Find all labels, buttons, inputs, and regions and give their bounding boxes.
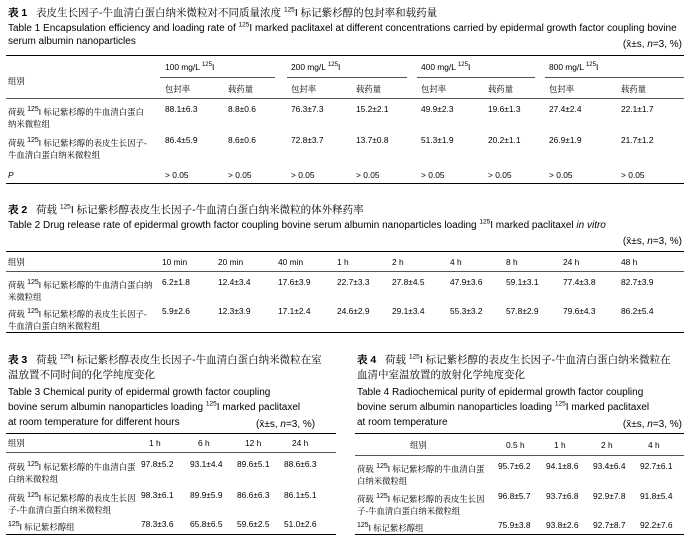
table2-cell: 17.1±2.4 (278, 306, 311, 316)
table2-row-group: 荷载 $^{125}$I 标记紫杉醇的表皮生长因子-牛血清白蛋白纳米微粒组 (8, 308, 147, 331)
table3-row-group: 荷载 $^{125}$I 标记紫杉醇的表皮生长因子-牛血清白蛋白纳米微粒组 (8, 492, 136, 515)
table3-row-group: 荷载 $^{125}$I 标记紫杉醇的牛血清白蛋白纳米微粒组 (8, 461, 136, 484)
table4-cell: 92.2±7.6 (640, 520, 673, 530)
table1-bottom-rule (6, 183, 684, 184)
table3-cell: 59.6±2.5 (237, 519, 270, 529)
table1-group-header: 组别 (8, 76, 25, 86)
table1-colgroup-2: 200 mg/L $^{125}$I (291, 62, 341, 72)
table1-subheader: 包封率 (421, 84, 447, 94)
table3-cell: 97.8±5.2 (141, 459, 174, 469)
table1-cell: 76.3±7.3 (291, 104, 324, 114)
table4-header-rule (355, 455, 684, 456)
table2-time-header: 1 h (337, 257, 349, 267)
table1-p-label: P (8, 170, 14, 180)
table3-cell: 89.9±5.9 (190, 490, 223, 500)
table3-title-zh-line2: 温放置不同时间的化学纯度变化 (8, 369, 155, 381)
table2-title-en: Table 2 Drug release rate of epidermal growth factor coupling bovine serum albumin nanoparticles loading $^{125}$I marked paclitaxel in vitro (8, 218, 606, 231)
table1-cell: 88.1±6.3 (165, 104, 198, 114)
table4-cell: 92.9±7.8 (593, 491, 626, 501)
table1-subheader: 包封率 (549, 84, 575, 94)
table2-time-header: 10 min (162, 257, 188, 267)
table4-cell: 75.9±3.8 (498, 520, 531, 530)
table4-cell: 93.7±6.8 (546, 491, 579, 501)
table1-cell: 26.9±1.9 (549, 135, 582, 145)
table1-cell: > 0.05 (228, 170, 252, 180)
table3-time-header: 1 h (149, 438, 161, 448)
table4-title-zh-text-1: 荷载 $^{125}$I 标记紫杉醇的表皮生长因子-牛血清白蛋白纳米微粒在 (385, 353, 671, 366)
table3-number: 表 3 (8, 354, 28, 366)
table2-cell: 12.3±3.9 (218, 306, 251, 316)
table3-bottom-rule (6, 534, 336, 535)
table1-row-group: 荷载 $^{125}$I 标记紫杉醇的表皮生长因子-牛血清白蛋白纳米微粒组 (8, 137, 147, 160)
table1-cell: 49.9±2.3 (421, 104, 454, 114)
table1-cell: 8.6±0.6 (228, 135, 256, 145)
table2-cell: 77.4±3.8 (563, 277, 596, 287)
table1-cell: > 0.05 (621, 170, 645, 180)
table1-subheader: 包封率 (291, 84, 317, 94)
table1-cell: 72.8±3.7 (291, 135, 324, 145)
table1-subheader: 载药量 (621, 84, 647, 94)
table2-cell: 22.7±3.3 (337, 277, 370, 287)
table1-cell: 19.6±1.3 (488, 104, 521, 114)
table1-cell: > 0.05 (165, 170, 189, 180)
table1-colgroup-rule-3 (417, 77, 535, 78)
table2-cell: 82.7±3.9 (621, 277, 654, 287)
table1-colgroup-4: 800 mg/L $^{125}$I (549, 62, 599, 72)
table1-cell: 21.7±1.2 (621, 135, 654, 145)
table2-cell: 27.8±4.5 (392, 277, 425, 287)
table1-row-group: 荷载 $^{125}$I 标记紫杉醇的牛血清白蛋白纳米微粒组 (8, 106, 144, 129)
table4-title-en-line2: bovine serum albumin nanoparticles loading $^{125}$I marked paclitaxel (357, 400, 650, 413)
table1-colgroup-rule-1 (160, 77, 275, 78)
table3-time-header: 12 h (245, 438, 262, 448)
table3-top-rule (6, 433, 336, 434)
table1-cell: 8.8±0.6 (228, 104, 256, 114)
table4-time-header: 1 h (554, 440, 566, 450)
table3-cell: 86.1±5.1 (284, 490, 317, 500)
table4-title-en-line3: at room temperature (357, 417, 448, 428)
table4-title-zh-line2: 血清中室温放置的放射化学纯度变化 (357, 369, 525, 381)
table4-cell: 93.4±6.4 (593, 461, 626, 471)
table2-time-header: 40 min (278, 257, 304, 267)
table4-bottom-rule (355, 534, 684, 535)
table1-subheader: 载药量 (356, 84, 382, 94)
table4-row-group: 荷载 $^{125}$I 标记紫杉醇的牛血清白蛋白纳米微粒组 (357, 463, 485, 486)
table4-top-rule (355, 433, 684, 434)
table1-cell: 20.2±1.1 (488, 135, 521, 145)
table2-cell: 86.2±5.4 (621, 306, 654, 316)
table4-title-en-line1: Table 4 Radiochemical purity of epidermal growth factor coupling (357, 387, 644, 398)
table2-top-rule (6, 251, 684, 252)
table2-time-header: 4 h (450, 257, 462, 267)
table4-cell: 96.8±5.7 (498, 491, 531, 501)
table4-row-group: 荷载 $^{125}$I 标记紫杉醇的表皮生长因子-牛血清白蛋白纳米微粒组 (357, 493, 485, 516)
table2-cell: 59.1±3.1 (506, 277, 539, 287)
table2-cell: 12.4±3.4 (218, 277, 251, 287)
table2-title-zh-text: 荷载 $^{125}$I 标记紫杉醇表皮生长因子-牛血清白蛋白纳米微粒的体外释药率 (36, 203, 364, 216)
table1-stat-note: (x̄±s, n=3, %) (622, 39, 682, 50)
table1-header-rule (6, 98, 684, 99)
table1-colgroup-rule-2 (287, 77, 407, 78)
table3-title-zh-text-1: 荷载 $^{125}$I 标记紫杉醇表皮生长因子-牛血清白蛋白纳米微粒在室 (36, 353, 322, 366)
table3-stat-note: (x̄±s, n=3, %) (256, 419, 316, 430)
table2-row-group: 荷载 $^{125}$I 标记紫杉醇的牛血清白蛋白纳米微粒组 (8, 279, 153, 302)
table1-subheader: 载药量 (488, 84, 514, 94)
table3-header-rule (6, 452, 336, 453)
table4-cell: 91.8±5.4 (640, 491, 673, 501)
table1-subheader: 载药量 (228, 84, 254, 94)
table1-top-rule (6, 55, 684, 56)
table4-cell: 92.7±8.7 (593, 520, 626, 530)
table1-cell: > 0.05 (356, 170, 380, 180)
table1-colgroup-3: 400 mg/L $^{125}$I (421, 62, 471, 72)
table3-cell: 86.6±6.3 (237, 490, 270, 500)
table2-number: 表 2 (8, 204, 28, 216)
table1-cell: 15.2±2.1 (356, 104, 389, 114)
table3-cell: 78.3±3.6 (141, 519, 174, 529)
table1-title-zh-text: 表皮生长因子-牛血清白蛋白纳米微粒对不同质量浓度 $^{125}$I 标记紫杉醇的包封率和载药量 (36, 6, 438, 19)
table1-cell: 51.3±1.9 (421, 135, 454, 145)
table3-cell: 65.8±6.5 (190, 519, 223, 529)
table4-cell: 93.8±2.6 (546, 520, 579, 530)
table4-time-header: 0.5 h (506, 440, 525, 450)
table1-cell: 13.7±0.8 (356, 135, 389, 145)
table1-title-en: Table 1 Encapsulation efficiency and loading rate of $^{125}$I marked paclitaxel at different concentrations carried by epidermal growth factor coupling bovine serum albumin nanoparticles (8, 21, 677, 47)
table2-time-header: 20 min (218, 257, 244, 267)
table4-number: 表 4 (357, 354, 377, 366)
table3-title-en-line2: bovine serum albumin nanoparticles loading $^{125}$I marked paclitaxel (8, 400, 301, 413)
table3-cell: 98.3±6.1 (141, 490, 174, 500)
table1-cell: > 0.05 (291, 170, 315, 180)
table4-cell: 94.1±8.6 (546, 461, 579, 471)
table2-stat-note: (x̄±s, n=3, %) (622, 236, 682, 247)
table3-time-header: 6 h (198, 438, 210, 448)
table1-cell: > 0.05 (549, 170, 573, 180)
table2-cell: 57.8±2.9 (506, 306, 539, 316)
table1-colgroup-1: 100 mg/L $^{125}$I (165, 62, 215, 72)
table2-time-header: 24 h (563, 257, 580, 267)
table2-cell: 5.9±2.6 (162, 306, 190, 316)
table1-cell: 22.1±1.7 (621, 104, 654, 114)
table2-cell: 6.2±1.8 (162, 277, 190, 287)
table3-group-header: 组别 (8, 438, 25, 448)
table2-cell: 47.9±3.6 (450, 277, 483, 287)
table3-cell: 93.1±4.4 (190, 459, 223, 469)
table4-cell: 95.7±6.2 (498, 461, 531, 471)
table4-title-zh-line1 (357, 354, 671, 367)
table3-title-en-line1: Table 3 Chemical purity of epidermal growth factor coupling (8, 387, 271, 398)
table1-title-zh (8, 7, 437, 20)
table1-cell: 86.4±5.9 (165, 135, 198, 145)
table4-time-header: 4 h (648, 440, 660, 450)
table2-cell: 17.6±3.9 (278, 277, 311, 287)
table4-stat-note: (x̄±s, n=3, %) (622, 419, 682, 430)
table1-subheader: 包封率 (165, 84, 191, 94)
table1-cell: 27.4±2.4 (549, 104, 582, 114)
table3-time-header: 24 h (292, 438, 309, 448)
table1-cell: > 0.05 (421, 170, 445, 180)
table4-time-header: 2 h (601, 440, 613, 450)
table2-bottom-rule (6, 332, 684, 333)
table1-cell: > 0.05 (488, 170, 512, 180)
table4-cell: 92.7±6.1 (640, 461, 673, 471)
table2-time-header: 8 h (506, 257, 518, 267)
table4-row-group: $^{125}$I 标记紫杉醇组 (357, 522, 424, 533)
table3-cell: 89.6±5.1 (237, 459, 270, 469)
table2-header-rule (6, 271, 684, 272)
table1-colgroup-rule-4 (545, 77, 684, 78)
table2-title-zh (8, 204, 364, 217)
table3-cell: 51.0±2.6 (284, 519, 317, 529)
table3-row-group: $^{125}$I 标记紫杉醇组 (8, 521, 75, 532)
table2-group-header: 组别 (8, 257, 25, 267)
table3-title-en-line3: at room temperature for different hours (8, 417, 180, 428)
table3-cell: 88.6±6.3 (284, 459, 317, 469)
table4-group-header: 组别 (410, 440, 427, 450)
table1-number: 表 1 (8, 7, 28, 19)
table3-title-zh-line1 (8, 354, 322, 367)
table2-cell: 29.1±3.4 (392, 306, 425, 316)
table2-cell: 24.6±2.9 (337, 306, 370, 316)
table2-cell: 79.6±4.3 (563, 306, 596, 316)
table2-time-header: 48 h (621, 257, 638, 267)
table2-time-header: 2 h (392, 257, 404, 267)
table2-cell: 55.3±3.2 (450, 306, 483, 316)
